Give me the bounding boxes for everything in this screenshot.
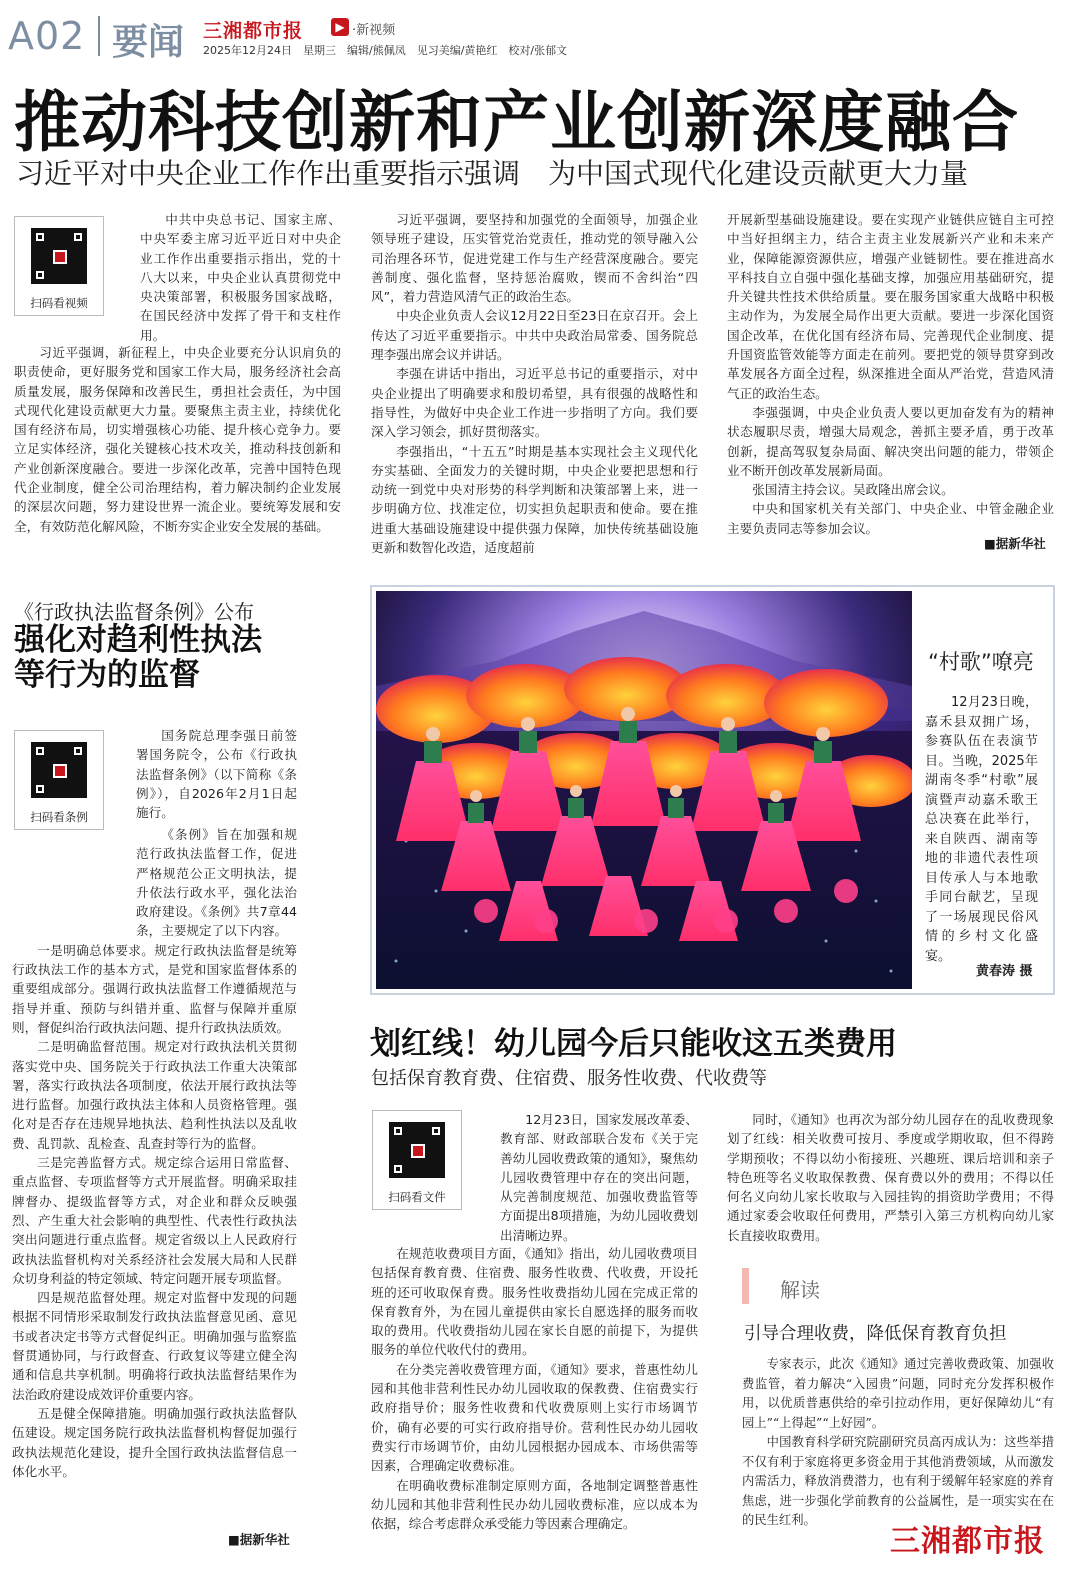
photo-title: “村歌”嘹亮 xyxy=(928,650,1034,674)
lead-col1 xyxy=(14,343,341,536)
qr-box-video[interactable] xyxy=(14,216,104,316)
section-name: 要闻 xyxy=(112,22,185,63)
paragraph: 在规范收费项目方面，《通知》指出，幼儿园收费项目包括保育教育费、住宿费、服务性收费、代收费，开设托班的还可收取保育费。服务性收费指幼儿园在完成正常的保育教育外，为在园儿童提供由家长自愿选择的服务而收取的费用。代收费指幼儿园在家长自愿的前提下，为提供服务的单位代收代付的费用。 xyxy=(371,1246,698,1358)
paragraph: 专家表示，此次《通知》通过完善收费政策、加强收费监管，着力解决“入园贵”问题，同时充分发挥积极作用，以优质普惠供给的牵引拉动作用，更好保障幼儿“有园上”“上得起”“上好园”。 xyxy=(742,1357,1054,1430)
article2-headline-line1: 强化对趋利性执法 xyxy=(14,622,262,658)
performance-photo[interactable] xyxy=(376,591,912,989)
qr-code-icon xyxy=(386,1119,448,1181)
article2-body xyxy=(12,825,297,1481)
jiedu-label-bar xyxy=(742,1268,749,1304)
date-line: 2025年12月24日 星期三 编辑/熊佩凤 见习美编/黄艳红 校对/张郁文 xyxy=(203,44,568,57)
article3-subheadline: 包括保育教育费、住宿费、服务性收费、代收费等 xyxy=(371,1068,767,1089)
article3-headline: 划红线！幼儿园今后只能收这五类费用 xyxy=(370,1026,897,1062)
lead-headline: 推动科技创新和产业创新深度融合 xyxy=(14,84,1019,161)
lead-subheadline: 习近平对中央企业工作作出重要指示强调 为中国式现代化建设贡献更大力量 xyxy=(16,157,969,190)
qr-code-icon xyxy=(28,225,90,287)
paragraph: 《条例》旨在加强和规范行政执法监督工作，促进严格规范公正文明执法，提升依法行政水平，强化法治政府建设。《条例》共7章44条，主要规定了以下内容。 xyxy=(136,827,297,939)
paragraph: 中央和国家机关有关部门、中央企业、中管金融企业主要负责同志等参加会议。 xyxy=(727,501,1054,536)
lead-col1-top xyxy=(140,210,341,345)
qr-box-document[interactable] xyxy=(372,1110,462,1210)
jiedu-label: 解读 xyxy=(780,1278,820,1302)
qr-caption: 扫码看文件 xyxy=(388,1190,446,1204)
paragraph: 李强指出，“十五五”时期是基本实现社会主义现代化夯实基础、全面发力的关键时期，中央企业要把思想和行动统一到党中央对形势的科学判断和决策部署上来，进一步明确方位、找准定位，切实担负起职责和使命。要在推进重大基础设施建设中提供强力保障，加快传统基础设施更新和数智化改造，适度超前 xyxy=(371,443,698,556)
qr-code-icon xyxy=(28,739,90,801)
qr-box-regulation[interactable] xyxy=(14,730,104,830)
lead-source: ■据新华社 xyxy=(984,536,1046,551)
paragraph: 李强在讲话中指出，习近平总书记的重要指示，对中央企业提出了明确要求和殷切希望，具有很强的战略性和指导性，为做好中央企业工作进一步指明了方向。我们要深入学习领会，抓好贯彻落实。 xyxy=(371,366,698,440)
article3-col1 xyxy=(371,1244,698,1533)
article3-wrap xyxy=(500,1110,698,1245)
paragraph: 一是明确总体要求。规定行政执法监督是统筹行政执法工作的基本方式，是党和国家监督体系的重要组成部分。强调行政执法监督工作遵循规范与指导并重、预防与纠错并重、监督与保障并重原则，督促纠治行政执法问题、提升行政执法质效。 xyxy=(12,942,297,1035)
paragraph: 中央企业负责人会议12月22日至23日在京召开。会上传达了习近平重要指示。中共中央政治局常委、国务院总理李强出席会议并讲话。 xyxy=(371,308,698,363)
paragraph: 二是明确监督范围。规定对行政执法机关贯彻落实党中央、国务院关于行政执法工作重大决策部署，落实行政执法各项制度，依法开展行政执法等进行监督。加强行政执法主体和人员资格管理。强化对是否存在违规异地执法、趋利性执法以及乱收费、乱罚款、乱检查、乱查封等行为的监督。 xyxy=(12,1039,297,1151)
article2-kicker: 《行政执法监督条例》公布 xyxy=(14,600,254,624)
page-number: A02 xyxy=(8,14,86,58)
paragraph: 中共中央总书记、国家主席、中央军委主席习近平近日对中央企业工作作出重要指示指出，党的十八大以来，中央企业认真贯彻党中央决策部署，积极服务国家战略，在国民经济中发挥了骨干和支柱作用。 xyxy=(140,212,341,343)
paragraph: 同时，《通知》也再次为部分幼儿园存在的乱收费现象划了红线：相关收费可按月、季度或学期收取，但不得跨学期预收；不得以幼小衔接班、兴趣班、课后培训和亲子特色班等名义收取保教费、保育费以外的费用；不得以任何名义向幼儿家长收取与入园挂钩的捐资助学费用；不得通过家委会收取任何费用，严禁引入第三方机构向幼儿家长直接收取费用。 xyxy=(727,1112,1054,1243)
qr-caption: 扫码看视频 xyxy=(30,296,88,310)
paragraph: 在分类完善收费管理方面，《通知》要求，普惠性幼儿园和其他非营利性民办幼儿园收取的保教费、住宿费实行政府指导价；服务性收费和代收费原则上实行市场调节价，确有必要的可实行政府指导价。营利性民办幼儿园收费实行市场调节价，由幼儿园根据办园成本、市场供需等因素，合理确定收费标准。 xyxy=(371,1361,698,1474)
jiedu-title: 引导合理收费，降低保育教育负担 xyxy=(744,1324,1007,1344)
article3-col2 xyxy=(727,1110,1054,1245)
paragraph: 开展新型基础设施建设。要在实现产业链供应链自主可控中当好担纲主力，结合主责主业发展新兴产业和未来产业，保障能源资源供应，增强产业链韧性。要在推进高水平科技自立自强中强化基础支撑，加强应用基础研究，提升关键共性技术供给质量。要在服务国家重大战略中积极主动作为，为发展全局作出更大贡献。要进一步深化国资国企改革，在优化国有经济布局、完善现代企业制度、提升国资监管效能等方面走在前列。要把党的领导贯穿到改革发展各方面全过程，纵深推进全面从严治党，营造风清气正的政治生态。 xyxy=(727,212,1054,401)
paragraph: 国务院总理李强日前签署国务院令，公布《行政执法监督条例》（以下简称《条例》），自2026年2月1日起施行。 xyxy=(136,728,297,821)
paragraph: 四是规范监督处理。规定对监督中发现的问题根据不同情形采取制发行政执法监督意见函、意见书或者决定书等方式督促纠正。明确加强与监察监督贯通协同，与行政督查、行政复议等建立健全沟通和信息共享机制。明确将行政执法监督结果作为法治政府建设成效评价重要内容。 xyxy=(12,1290,297,1402)
paragraph: 李强强调，中央企业负责人要以更加奋发有为的精神状态履职尽责，增强大局观念，善抓主要矛盾，勇于改革创新，提高驾驭复杂局面、解决突出问题的能力，带领企业不断开创改革发展新局面。 xyxy=(727,404,1054,478)
play-icon: ▶ xyxy=(335,20,345,34)
video-badge xyxy=(331,18,349,36)
header-divider xyxy=(98,16,100,56)
lead-col3 xyxy=(727,210,1054,538)
paragraph: 在明确收费标准制定原则方面，各地制定调整普惠性幼儿园和其他非营利性民办幼儿园收费标准，应以成本为依据，综合考虑群众承受能力等因素合理确定。 xyxy=(371,1477,698,1532)
photo-caption: 12月23日晚，嘉禾县双拥广场，参赛队伍在表演节目。当晚，2025年湖南冬季“村歌”展演暨声动嘉禾歌王总决赛在此举行，来自陕西、湖南等地的非遗代表性项目传承人与本地歌手同台献艺，呈现了一场展现民俗风情的乡村文化盛宴。 xyxy=(925,695,1038,964)
article2-headline-line2: 等行为的监督 xyxy=(14,657,200,693)
lead-col2 xyxy=(371,210,698,557)
paragraph: 习近平强调，新征程上，中央企业要充分认识肩负的职责使命，更好服务党和国家工作大局，服务经济社会高质量发展，服务保障和改善民生，勇担社会责任，为中国式现代化建设贡献更大力量。要聚焦主责主业，持续优化国有经济布局，切实增强核心功能、提升核心竞争力。要立足实体经济，强化关键核心技术攻关，推动科技创新和产业创新深度融合。要进一步深化改革，完善中国特色现代企业制度，健全公司治理结构，着力解决制约企业发展的深层次问题，努力建设世界一流企业。要统筹发展和安全，有效防范化解风险，不断夯实企业安全发展的基础。 xyxy=(14,345,341,534)
footer-logo: 三湘都市报 xyxy=(886,1523,1049,1561)
article2-wrap xyxy=(136,726,297,822)
paper-name: 三湘都市报 xyxy=(203,20,304,42)
paragraph: 习近平强调，要坚持和加强党的全面领导，加强企业领导班子建设，压实管党治党责任，推动党的领导融入公司治理各环节，促进党建工作与生产经营深度融合。要完善制度、强化监督，坚持惩治腐败，锲而不舍纠治“四风”，着力营造风清气正的政治生态。 xyxy=(371,212,698,305)
photo-credit: 黄春涛 摄 xyxy=(976,964,1033,979)
stage-illustration xyxy=(376,591,912,989)
paragraph: 12月23日，国家发展改革委、教育部、财政部联合发布《关于完善幼儿园收费政策的通知》，聚焦幼儿园收费管理中存在的突出问题，从完善制度规范、加强收费监管等方面提出8项措施，为幼儿园收费划出清晰边界。 xyxy=(500,1112,698,1243)
paragraph: 五是健全保障措施。明确加强行政执法监督队伍建设。规定国务院行政执法监督机构督促加强行政执法规范化建设，提升全国行政执法监督信息一体化水平。 xyxy=(12,1405,297,1479)
paper-sub: ·新视频 xyxy=(352,23,396,38)
paragraph: 三是完善监督方式。规定综合运用日常监督、重点监督、专项监督等方式开展监督。明确采取挂牌督办、提级监督等方式，对企业和群众反映强烈、产生重大社会影响的典型性、代表性行政执法突出问题进行重点监督。规定省级以上人民政府行政执法监督机构对关系经济社会发展大局和人民群众切身利益的特定领域、特定问题开展专项监督。 xyxy=(12,1155,297,1286)
paragraph: 中国教育科学研究院副研究员高丙成认为：这些举措不仅有利于家庭将更多资金用于其他消费领域，从而激发内需活力，释放消费潜力，也有利于缓解年轻家庭的养育焦虑，进一步强化学前教育的公益属性，是一项实实在在的民生红利。 xyxy=(742,1435,1054,1527)
article2-source: ■据新华社 xyxy=(228,1532,290,1547)
paragraph: 张国清主持会议。吴政隆出席会议。 xyxy=(752,482,954,498)
jiedu-body xyxy=(742,1355,1054,1531)
qr-caption: 扫码看条例 xyxy=(30,810,88,824)
